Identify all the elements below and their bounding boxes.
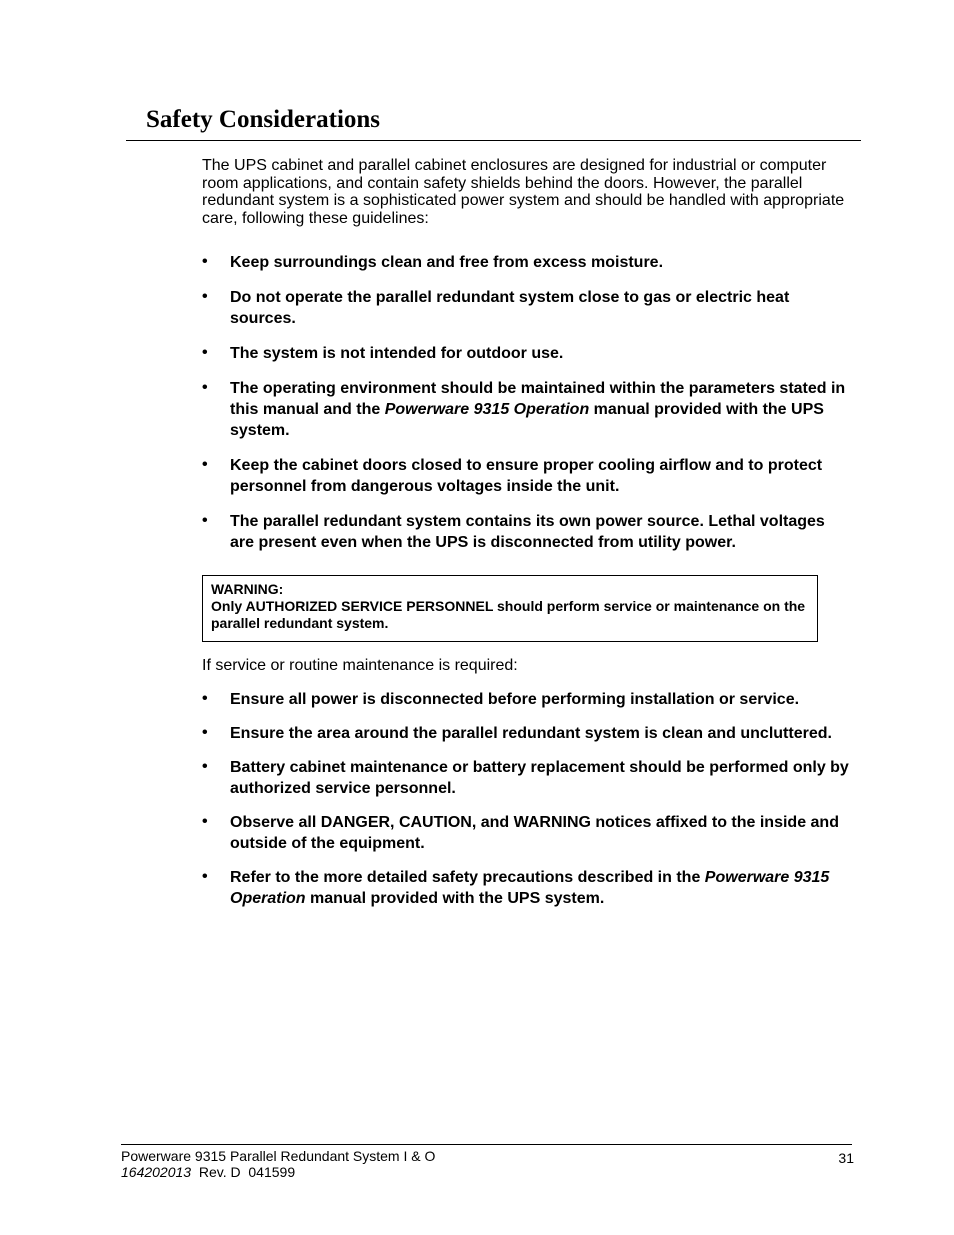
footer-revision: Rev. D 041599 (191, 1164, 296, 1180)
guidelines-list (202, 252, 852, 553)
bullet-icon: • (202, 813, 208, 830)
bullet-icon: • (202, 253, 208, 270)
bullet-icon: • (202, 724, 208, 741)
bullet-icon: • (202, 379, 208, 396)
service-list (202, 689, 852, 909)
bullet-icon: • (202, 512, 208, 529)
bullet-icon: • (202, 868, 208, 885)
list-item: • Do not operate the parallel redundant system close to gas or electric heat sources. (202, 288, 790, 327)
footer-doc-number: 164202013 (121, 1164, 192, 1180)
bullet-icon: • (202, 288, 208, 305)
footer-rule (121, 1144, 852, 1145)
footer (121, 1148, 435, 1180)
footer-doc-info (121, 1164, 435, 1180)
manual-reference: Powerware 9315 Operation (384, 401, 590, 418)
title-rule (126, 140, 861, 141)
warning-box (202, 575, 818, 642)
list-item: • Keep surroundings clean and free from excess moisture. (202, 253, 664, 271)
footer-manual-title: Powerware 9315 Parallel Redundant System I & O (121, 1148, 436, 1164)
main-content (202, 157, 852, 922)
list-item: • The parallel redundant system contains its own power source. Lethal voltages are present even when the UPS is disconnected from utility power. (202, 512, 825, 551)
list-item: • Refer to the more detailed safety precautions described in the Powerware 9315 Operation manual provided with the UPS system. (202, 868, 830, 907)
service-intro: If service or routine maintenance is required: (202, 657, 518, 674)
page-title: Safety Considerations (146, 106, 381, 133)
bullet-icon: • (202, 690, 208, 707)
warning-text: Only AUTHORIZED SERVICE PERSONNEL should perform service or maintenance on the parallel redundant system. (211, 598, 806, 631)
page-number: 31 (838, 1150, 854, 1166)
manual-reference: Powerware 9315 Operation (230, 869, 830, 907)
list-item: • Ensure the area around the parallel redundant system is clean and uncluttered. (202, 724, 832, 742)
list-item: • The system is not intended for outdoor use. (202, 344, 564, 362)
list-item: • Observe all DANGER, CAUTION, and WARNING notices affixed to the inside and outside of the equipment. (202, 813, 839, 852)
bullet-icon: • (202, 758, 208, 775)
bullet-icon: • (202, 344, 208, 361)
list-item: • Battery cabinet maintenance or battery replacement should be performed only by authorized service personnel. (202, 758, 849, 797)
warning-label: WARNING: (211, 581, 284, 597)
intro-paragraph: The UPS cabinet and parallel cabinet enclosures are designed for industrial or computer room applications, and contain safety shields behind the doors. However, the parallel redundant system is a sophisticated power system and should be handled with appropriate care, following these guidelines: (202, 157, 845, 227)
list-item: • Keep the cabinet doors closed to ensure proper cooling airflow and to protect personnel from dangerous voltages inside the unit. (202, 456, 823, 495)
bullet-icon: • (202, 456, 208, 473)
list-item: • The operating environment should be maintained within the parameters stated in this manual and the Powerware 9315 Operation manual provided with the UPS system. (202, 379, 846, 439)
list-item: • Ensure all power is disconnected before performing installation or service. (202, 690, 800, 708)
